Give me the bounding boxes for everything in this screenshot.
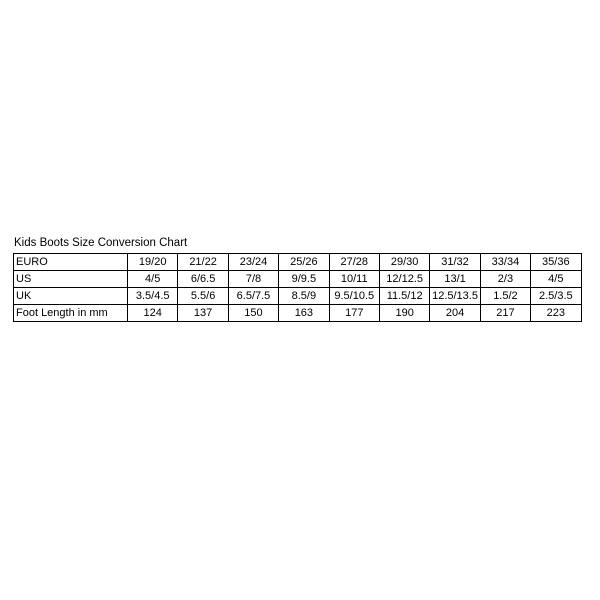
table-cell: 9.5/10.5 (329, 288, 379, 305)
table-cell: 11.5/12 (379, 288, 429, 305)
table-cell: 217 (480, 305, 530, 322)
table-cell: 2/3 (480, 271, 530, 288)
size-conversion-table (13, 253, 582, 322)
table-cell: 33/34 (480, 254, 530, 271)
row-label: EURO (14, 254, 128, 271)
table-cell: 23/24 (228, 254, 278, 271)
table-cell: 124 (128, 305, 178, 322)
table-cell: 1.5/2 (480, 288, 530, 305)
row-foot-length (14, 305, 582, 322)
row-label: US (14, 271, 128, 288)
table-cell: 35/36 (531, 254, 581, 271)
row-uk (14, 288, 582, 305)
table-cell: 10/11 (329, 271, 379, 288)
table-cell: 137 (178, 305, 228, 322)
table-cell: 8.5/9 (279, 288, 329, 305)
table-cell: 3.5/4.5 (128, 288, 178, 305)
table-cell: 25/26 (279, 254, 329, 271)
row-us (14, 271, 582, 288)
table-cell: 7/8 (228, 271, 278, 288)
table-cell: 13/1 (430, 271, 480, 288)
table-cell: 31/32 (430, 254, 480, 271)
table-cell: 177 (329, 305, 379, 322)
table-cell: 9/9.5 (279, 271, 329, 288)
table-cell: 4/5 (128, 271, 178, 288)
table-cell: 6.5/7.5 (228, 288, 278, 305)
table-cell: 204 (430, 305, 480, 322)
table-cell: 223 (531, 305, 581, 322)
table-cell: 2.5/3.5 (531, 288, 581, 305)
table-cell: 4/5 (531, 271, 581, 288)
table-cell: 12/12.5 (379, 271, 429, 288)
table-cell: 12.5/13.5 (430, 288, 480, 305)
table-cell: 163 (279, 305, 329, 322)
table-cell: 21/22 (178, 254, 228, 271)
row-label: UK (14, 288, 128, 305)
table-cell: 19/20 (128, 254, 178, 271)
table-cell: 150 (228, 305, 278, 322)
table-cell: 5.5/6 (178, 288, 228, 305)
table-cell: 190 (379, 305, 429, 322)
table-cell: 27/28 (329, 254, 379, 271)
row-euro (14, 254, 582, 271)
row-label: Foot Length in mm (14, 305, 128, 322)
table-cell: 29/30 (379, 254, 429, 271)
chart-title: Kids Boots Size Conversion Chart (14, 237, 188, 249)
table-cell: 6/6.5 (178, 271, 228, 288)
